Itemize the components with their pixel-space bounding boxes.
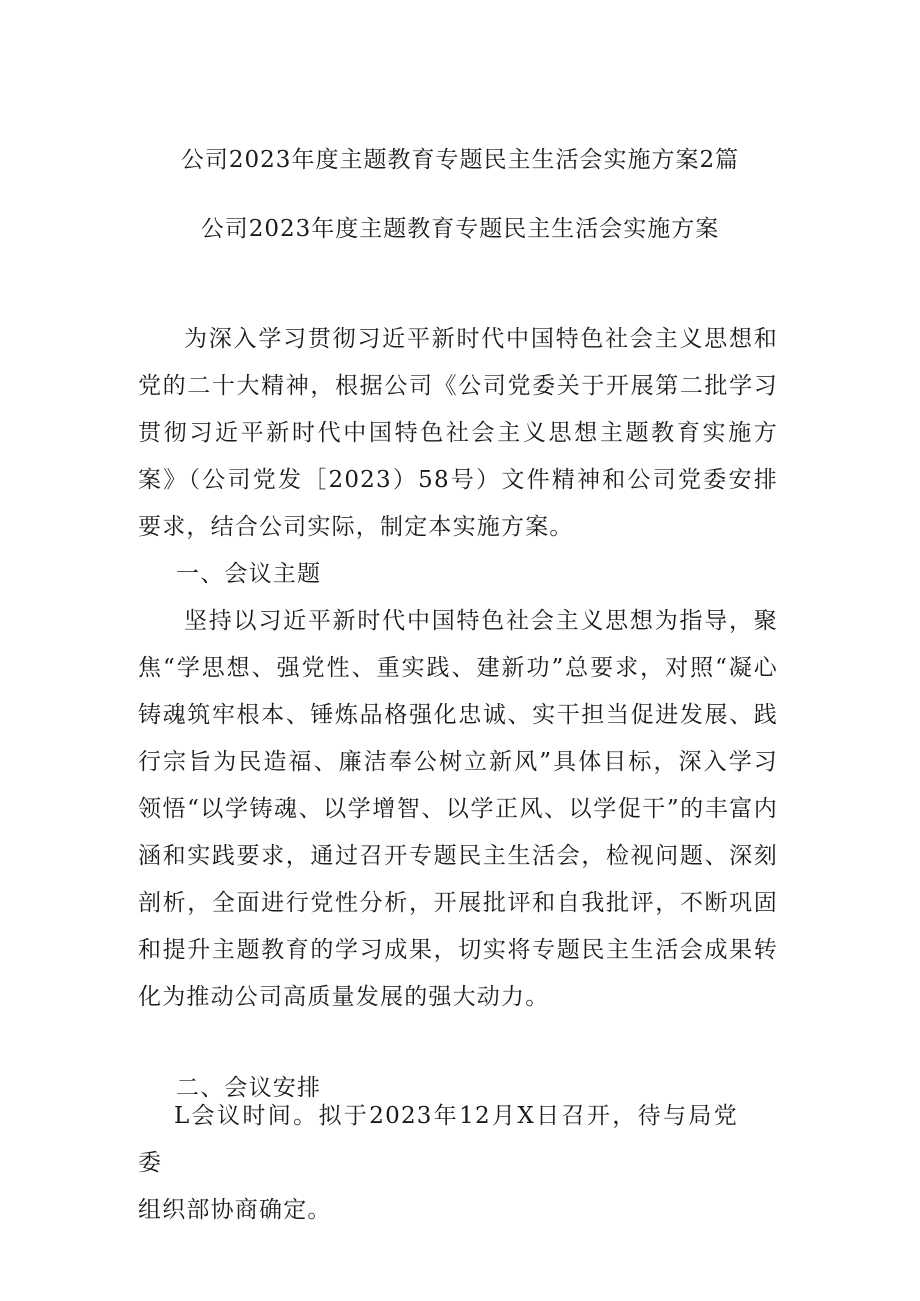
document-subtitle: 公司2023年度主题教育专题民主生活会实施方案	[200, 216, 720, 242]
document-title: 公司2023年度主题教育专题民主生活会实施方案2篇	[180, 147, 740, 173]
intro-paragraph: 为深入学习贯彻习近平新时代中国特色社会主义思想和党的二十大精神，根据公司《公司党委关于开展第二批学习贯彻习近平新时代中国特色社会主义思想主题教育实施方案》（公司党发［2023）58号）文件精神和公司党委安排要求，结合公司实际，制定本实施方案。	[138, 326, 778, 540]
section-2-item-1-line-2: 组织部协商确定。	[138, 1197, 332, 1223]
section-1-paragraph: 坚持以习近平新时代中国特色社会主义思想为指导，聚焦“学思想、强党性、重实践、建新功”总要求，对照“凝心铸魂筑牢根本、锤炼品格强化忠诚、实干担当促进发展、践行宗旨为民造福、廉洁奉公树立新风”具体目标，深入学习领悟“以学铸魂、以学增智、以学正风、以学促干”的丰富内涵和实践要求，通过召开专题民主生活会，检视问题、深刻剖析，全面进行党性分析，开展批评和自我批评，不断巩固和提升主题教育的学习成果，切实将专题民主生活会成果转化为推动公司高质量发展的强大动力。	[138, 608, 778, 1010]
section-2-item-1	[138, 1093, 738, 1234]
section-1-heading: 一、会议主题	[176, 561, 322, 587]
section-2-heading: 二、会议安排	[176, 1075, 322, 1101]
section-2-item-1-line-1: L会议时间。拟于2023年12月X日召开，待与局党委	[138, 1103, 738, 1176]
